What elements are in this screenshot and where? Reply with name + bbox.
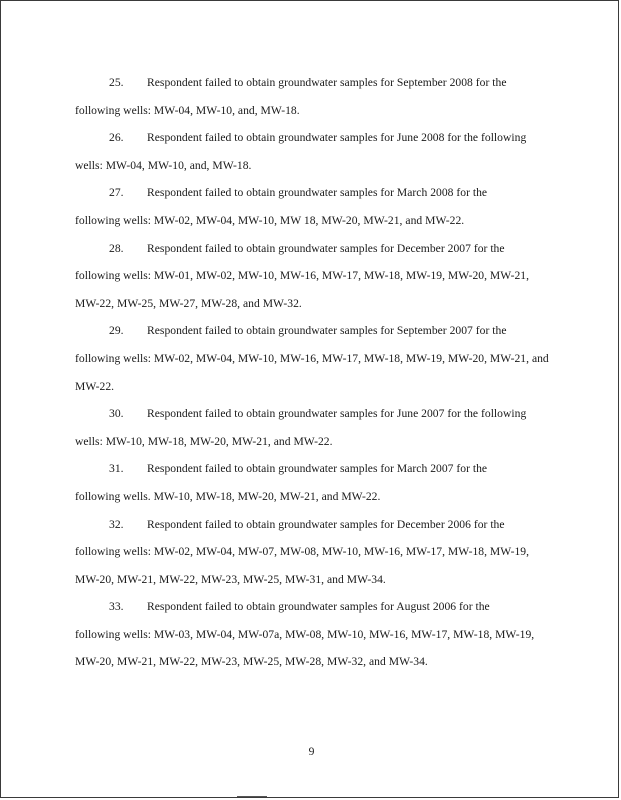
paragraph-number: 33.: [109, 600, 124, 614]
paragraph-30: [75, 400, 551, 455]
paragraph-number: 31.: [109, 462, 124, 476]
paragraph-text-first-line: Respondent failed to obtain groundwater samples for June 2008 for the following: [147, 131, 527, 145]
paragraph-29: [75, 317, 551, 400]
paragraph-text-continued: following wells: MW-02, MW-04, MW-10, MW 18, MW-20, MW-21, and MW-22.: [75, 213, 465, 227]
paragraph-text-continued: following wells: MW-02, MW-04, MW-10, MW-16, MW-17, MW-18, MW-19, MW-20, MW-21, and MW-22.: [75, 351, 549, 393]
paragraph-text-continued: wells: MW-10, MW-18, MW-20, MW-21, and MW-22.: [75, 434, 333, 448]
paragraph-25: [75, 69, 551, 124]
paragraph-number: 32.: [109, 517, 124, 531]
paragraph-26: [75, 124, 551, 179]
paragraph-number: 28.: [109, 241, 124, 255]
paragraph-text-first-line: Respondent failed to obtain groundwater samples for September 2008 for the: [147, 76, 507, 89]
paragraph-number: 25.: [109, 76, 124, 89]
paragraph-number: 26.: [109, 131, 124, 145]
paragraph-text-first-line: Respondent failed to obtain groundwater samples for December 2007 for the: [147, 241, 505, 255]
document-body: [75, 69, 551, 676]
paragraph-number: 30.: [109, 407, 124, 421]
paragraph-text-first-line: Respondent failed to obtain groundwater samples for August 2006 for the: [147, 600, 490, 614]
paragraph-text-continued: following wells: MW-03, MW-04, MW-07a, MW-08, MW-10, MW-16, MW-17, MW-18, MW-19, MW-20, MW-21, MW-22, MW-23, MW-25, MW-28, MW-32, and MW-34.: [75, 627, 535, 669]
scan-edge-mark: [237, 796, 267, 797]
paragraph-28: [75, 235, 551, 318]
paragraph-33: [75, 593, 551, 676]
paragraph-text-first-line: Respondent failed to obtain groundwater samples for June 2007 for the following: [147, 407, 527, 421]
paragraph-32: [75, 511, 551, 594]
paragraph-text-first-line: Respondent failed to obtain groundwater samples for March 2007 for the: [147, 462, 488, 476]
paragraph-27: [75, 179, 551, 234]
paragraph-text-continued: wells: MW-04, MW-10, and, MW-18.: [75, 158, 252, 172]
paragraph-text-continued: following wells: MW-04, MW-10, and, MW-18.: [75, 103, 300, 117]
paragraph-text-continued: following wells: MW-01, MW-02, MW-10, MW-16, MW-17, MW-18, MW-19, MW-20, MW-21, MW-22, MW-25, MW-27, MW-28, and MW-32.: [75, 269, 530, 310]
paragraph-text-first-line: Respondent failed to obtain groundwater samples for March 2008 for the: [147, 186, 488, 200]
paragraph-text-continued: following wells. MW-10, MW-18, MW-20, MW-21, and MW-22.: [75, 489, 381, 503]
paragraph-text-first-line: Respondent failed to obtain groundwater samples for September 2007 for the: [147, 324, 507, 338]
paragraph-number: 27.: [109, 186, 124, 200]
paragraph-text-continued: following wells: MW-02, MW-04, MW-07, MW-08, MW-10, MW-16, MW-17, MW-18, MW-19, MW-20, MW-21, MW-22, MW-23, MW-25, MW-31, and MW-34.: [75, 545, 530, 586]
paragraph-31: [75, 455, 551, 510]
page-number: 9: [308, 745, 315, 758]
paragraph-number: 29.: [109, 324, 124, 338]
paragraph-text-first-line: Respondent failed to obtain groundwater samples for December 2006 for the: [147, 517, 505, 531]
